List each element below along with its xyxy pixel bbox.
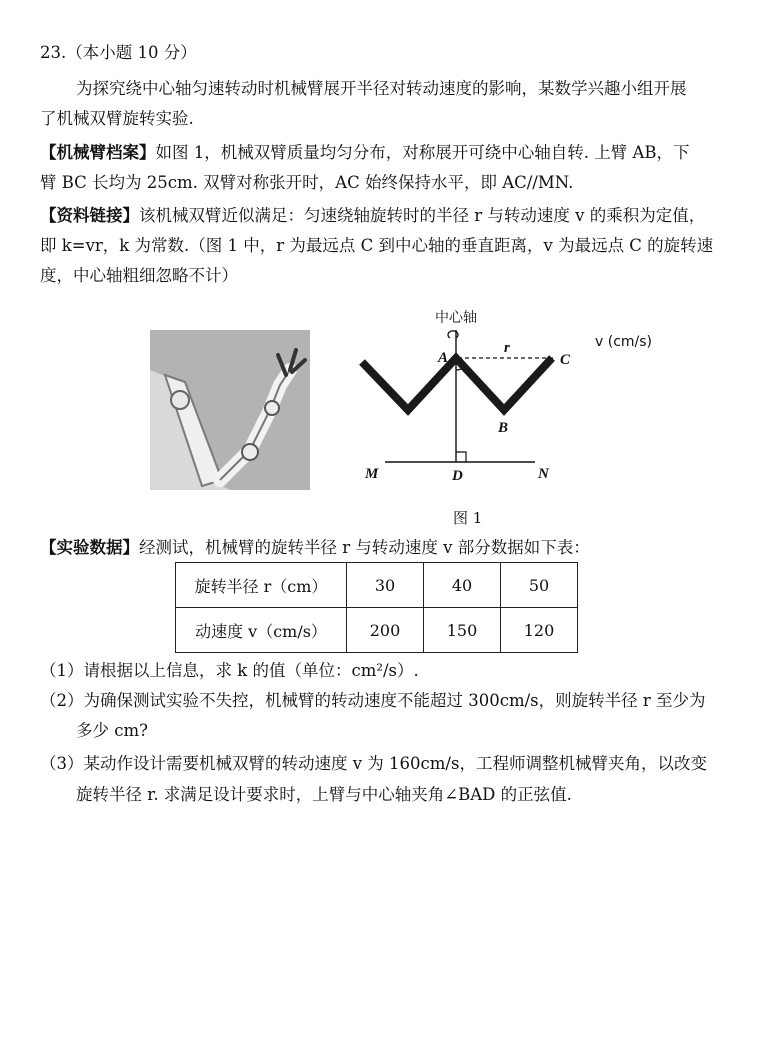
- archive-text-1: 如图 1，机械双臂质量均匀分布，对称展开可绕中心轴自转. 上臂 AB，下: [155, 143, 690, 162]
- right-angle-mark: [456, 452, 466, 462]
- part-1: （1）请根据以上信息，求 k 的值（单位：cm²/s）.: [40, 661, 419, 680]
- part-2-line-1: （2）为确保测试实验不失控，机械臂的转动速度不能超过 300cm/s，则旋转半径 r 至少为: [40, 691, 706, 710]
- table-cell: 50: [501, 563, 578, 608]
- robot-arms: [362, 358, 552, 410]
- table-row: [176, 608, 578, 653]
- part-3-line-1: （3）某动作设计需要机械双臂的转动速度 v 为 160cm/s，工程师调整机械臂夹角，以改变: [40, 754, 707, 773]
- table-cell: 120: [501, 608, 578, 653]
- point-b-label: B: [498, 420, 509, 436]
- intro-line-2: 了机械双臂旋转实验.: [40, 109, 194, 128]
- data-table: [175, 562, 578, 653]
- intro-line-1: 为探究绕中心轴匀速转动时机械臂展开半径对转动速度的影响，某数学兴趣小组开展: [76, 79, 687, 98]
- point-d-label: D: [452, 468, 463, 484]
- axis-label: 中心轴: [435, 310, 477, 326]
- link-line-1: [40, 205, 705, 227]
- question-number: 23.: [40, 43, 67, 62]
- link-text-1: 该机械双臂近似满足：匀速绕轴旋转时的半径 r 与转动速度 v 的乘积为定值，: [139, 206, 706, 225]
- experiment-line: [40, 537, 590, 559]
- robot-arm-photo: [150, 330, 310, 490]
- link-label: 【资料链接】: [40, 206, 139, 225]
- part-2-line-2: 多少 cm?: [76, 721, 148, 740]
- link-line-2: 即 k=vr，k 为常数.（图 1 中，r 为最远点 C 到中心轴的垂直距离，v 为最远点 C 的旋转速: [40, 236, 714, 255]
- figure-1-diagram: [340, 300, 660, 500]
- row-header-speed: 动速度 v（cm/s）: [176, 608, 347, 653]
- table-cell: 200: [347, 608, 424, 653]
- point-c-label: C: [560, 352, 571, 368]
- table-cell: 150: [424, 608, 501, 653]
- question-points: （本小题 10 分）: [66, 43, 197, 62]
- link-line-3: 度，中心轴粗细忽略不计）: [40, 266, 238, 285]
- table-cell: 40: [424, 563, 501, 608]
- part-3-line-2: 旋转半径 r. 求满足设计要求时，上臂与中心轴夹角∠BAD 的正弦值.: [76, 785, 572, 804]
- point-a-label: A: [438, 350, 449, 366]
- experiment-text: 经测试，机械臂的旋转半径 r 与转动速度 v 部分数据如下表：: [139, 538, 590, 557]
- point-n-label: N: [538, 466, 549, 482]
- r-label: r: [504, 340, 510, 356]
- point-m-label: M: [365, 466, 379, 482]
- table-row: [176, 563, 578, 608]
- robot-arm-illustration: [150, 330, 310, 490]
- experiment-label: 【实验数据】: [40, 538, 139, 557]
- archive-label: 【机械臂档案】: [40, 143, 156, 162]
- archive-line-2: 臂 BC 长均为 25cm. 双臂对称张开时，AC 始终保持水平，即 AC//MN.: [40, 173, 574, 192]
- table-cell: 30: [347, 563, 424, 608]
- archive-line-1: [40, 142, 690, 164]
- row-header-radius: 旋转半径 r（cm）: [176, 563, 347, 608]
- speed-label: v (cm/s): [595, 334, 653, 350]
- question-header: [40, 42, 197, 64]
- figure-caption: 图 1: [453, 509, 483, 527]
